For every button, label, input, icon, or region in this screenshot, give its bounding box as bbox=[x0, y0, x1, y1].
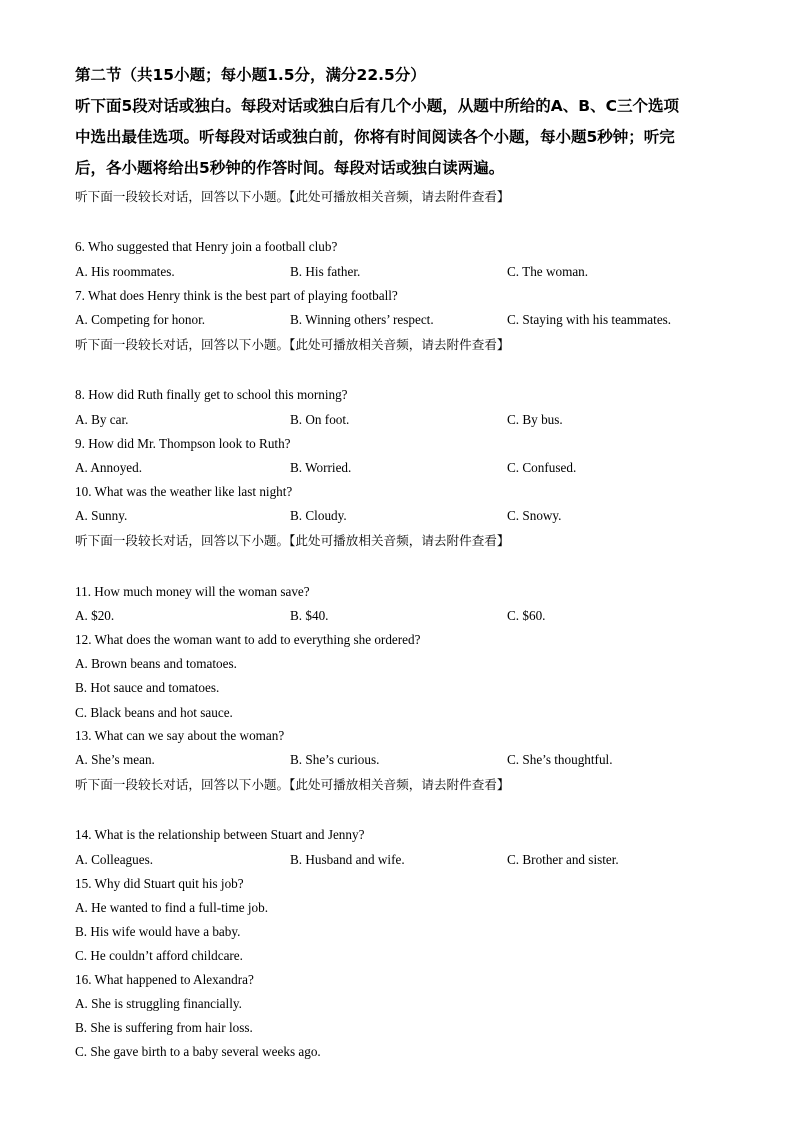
question-11: 11. How much money will the woman save? bbox=[75, 584, 310, 599]
q10-option-a: A. Sunny. bbox=[75, 508, 128, 523]
q12-option-c: C. Black beans and hot sauce. bbox=[75, 705, 233, 720]
q7-option-c: C. Staying with his teammates. bbox=[507, 312, 672, 327]
q8-option-b: B. On foot. bbox=[290, 412, 350, 427]
q14-option-a: A. Colleagues. bbox=[75, 852, 154, 867]
q15-option-b: B. His wife would have a baby. bbox=[75, 924, 241, 939]
question-15: 15. Why did Stuart quit his job? bbox=[75, 876, 244, 891]
q11-option-a: A. $20. bbox=[75, 608, 115, 623]
q6-option-c: C. The woman. bbox=[507, 264, 589, 279]
question-12: 12. What does the woman want to add to everything she ordered? bbox=[75, 632, 421, 647]
question-9: 9. How did Mr. Thompson look to Ruth? bbox=[75, 436, 291, 451]
q12-option-b: B. Hot sauce and tomatoes. bbox=[75, 680, 220, 695]
question-6: 6. Who suggested that Henry join a football club? bbox=[75, 239, 338, 254]
q16-option-b: B. She is suffering from hair loss. bbox=[75, 1020, 253, 1035]
audio-note-1: 听下面一段较长对话，回答以下小题。【此处可播放相关音频，请去附件查看】 bbox=[75, 189, 510, 204]
q14-option-c: C. Brother and sister. bbox=[507, 852, 619, 867]
instruction-line-1: 听下面5段对话或独白。每段对话或独白后有几个小题，从题中所给的A、B、C三个选项 bbox=[75, 97, 679, 115]
q11-option-c: C. $60. bbox=[507, 608, 546, 623]
q6-option-a: A. His roommates. bbox=[75, 264, 175, 279]
question-8: 8. How did Ruth finally get to school this morning? bbox=[75, 387, 348, 402]
q11-option-b: B. $40. bbox=[290, 608, 329, 623]
audio-note-2: 听下面一段较长对话，回答以下小题。【此处可播放相关音频，请去附件查看】 bbox=[75, 337, 510, 352]
q9-option-c: C. Confused. bbox=[507, 460, 577, 475]
q15-option-a: A. He wanted to find a full-time job. bbox=[75, 900, 269, 915]
q8-option-a: A. By car. bbox=[75, 412, 129, 427]
q7-option-b: B. Winning others’ respect. bbox=[290, 312, 434, 327]
question-7: 7. What does Henry think is the best part of playing football? bbox=[75, 288, 398, 303]
q10-option-c: C. Snowy. bbox=[507, 508, 562, 523]
q14-option-b: B. Husband and wife. bbox=[290, 852, 405, 867]
question-13: 13. What can we say about the woman? bbox=[75, 728, 285, 743]
q16-option-c: C. She gave birth to a baby several weeks ago. bbox=[75, 1044, 321, 1059]
q13-option-a: A. She’s mean. bbox=[75, 752, 155, 767]
q13-option-c: C. She’s thoughtful. bbox=[507, 752, 613, 767]
q7-option-a: A. Competing for honor. bbox=[75, 312, 206, 327]
instruction-line-3: 后，各小题将给出5秒钟的作答时间。每段对话或独白读两遍。 bbox=[75, 159, 505, 177]
question-10: 10. What was the weather like last night? bbox=[75, 484, 293, 499]
audio-note-4: 听下面一段较长对话，回答以下小题。【此处可播放相关音频，请去附件查看】 bbox=[75, 777, 510, 792]
section-title: 第二节（共15小题；每小题1.5分，满分22.5分） bbox=[75, 66, 426, 84]
q16-option-a: A. She is struggling financially. bbox=[75, 996, 242, 1011]
question-14: 14. What is the relationship between Stuart and Jenny? bbox=[75, 827, 365, 842]
q6-option-b: B. His father. bbox=[290, 264, 361, 279]
q15-option-c: C. He couldn’t afford childcare. bbox=[75, 948, 243, 963]
q9-option-b: B. Worried. bbox=[290, 460, 352, 475]
q8-option-c: C. By bus. bbox=[507, 412, 563, 427]
q13-option-b: B. She’s curious. bbox=[290, 752, 380, 767]
question-16: 16. What happened to Alexandra? bbox=[75, 972, 254, 987]
q9-option-a: A. Annoyed. bbox=[75, 460, 143, 475]
instruction-line-2: 中选出最佳选项。听每段对话或独白前，你将有时间阅读各个小题，每小题5秒钟；听完 bbox=[75, 128, 675, 146]
q10-option-b: B. Cloudy. bbox=[290, 508, 347, 523]
audio-note-3: 听下面一段较长对话，回答以下小题。【此处可播放相关音频，请去附件查看】 bbox=[75, 533, 510, 548]
q12-option-a: A. Brown beans and tomatoes. bbox=[75, 656, 237, 671]
